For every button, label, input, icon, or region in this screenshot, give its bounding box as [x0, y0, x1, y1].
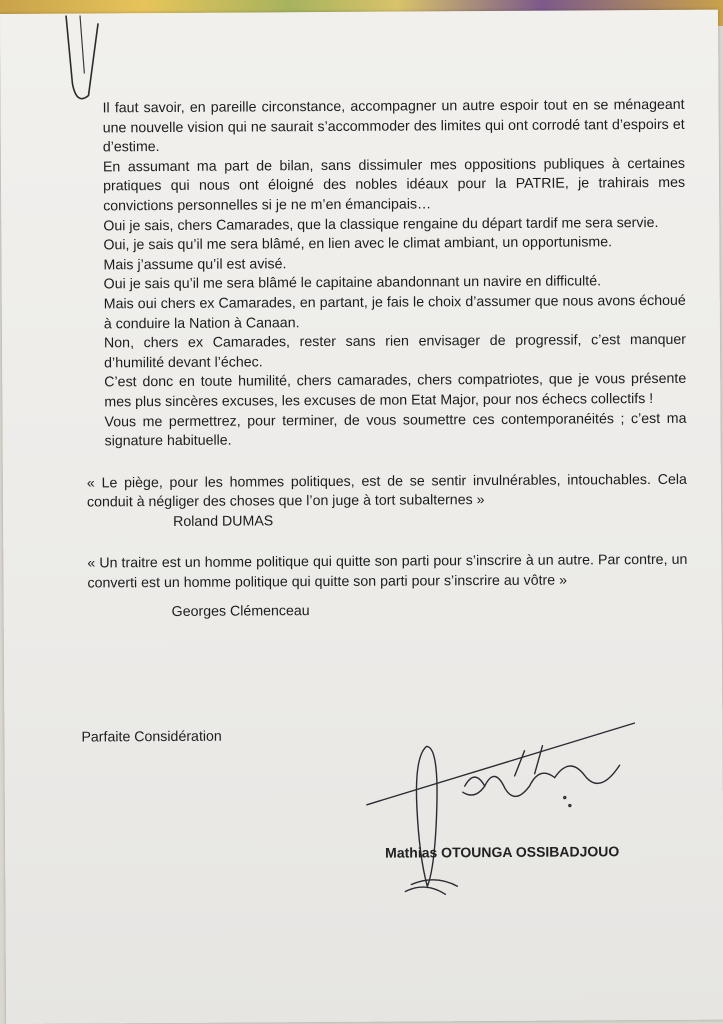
letter-body	[86, 96, 688, 623]
paragraph-7: Mais oui chers ex Camarades, en partant, je fais le choix d’assumer que nous avons échoué à conduire la Nation à Canaan.	[103, 292, 686, 332]
paper-clip-icon	[58, 13, 105, 113]
signer-name: Mathias OTOUNGA OSSIBADJOUO	[385, 843, 620, 861]
paragraph-5: Mais j’assume qu’il est avisé.	[103, 256, 287, 274]
paragraph-4: Oui, je sais qu’il me sera blâmé, en lien avec le climat ambiant, un opportunisme.	[103, 234, 613, 254]
letter-page	[0, 10, 723, 1024]
paragraph-1: Il faut savoir, en pareille circonstance, accompagner un autre espoir tout en se ménageant une nouvelle vision qui ne saurait s’accommoder des limites qui ont corrodé tant d’espoirs et d’estime.	[102, 96, 685, 156]
paragraph-9: C’est donc en toute humilité, chers camarades, chers compatriotes, que je vous présente mes plus sincères excuses, les excuses de mon Etat Major, pour nos échecs collectifs !	[104, 371, 687, 411]
quote-clemenceau	[87, 551, 687, 622]
paragraph-10: Vous me permettrez, pour terminer, de vous soumettre ces contemporanéités ; c’est ma signature habituelle.	[104, 410, 687, 450]
paragraph-6: Oui je sais qu’il me sera blâmé le capitaine abandonnant un navire en difficulté.	[103, 273, 602, 293]
paragraph-2: En assumant ma part de bilan, sans dissimuler mes oppositions publiques à certaines pratiques qui nous ont éloigné des nobles idéaux pour la PATRIE, je trahirais mes convictions personnelles si je ne m’en émancipais…	[102, 155, 686, 215]
quote-author: Georges Clémenceau	[171, 602, 310, 620]
quote-text: « Un traitre est un homme politique qui quitte son parti pour s’inscrire à un autre. Par contre, un converti est un homme politique qui quitte son parti pour s’inscrire au vôtre »	[87, 552, 688, 592]
paragraph-8: Non, chers ex Camarades, rester sans rien envisager de progressif, c’est manquer d’humilité devant l’échec.	[103, 331, 687, 372]
quote-dumas	[87, 471, 687, 533]
paragraph-3: Oui je sais, chers Camarades, que la classique rengaine du départ tardif me sera servie.	[103, 214, 659, 234]
closing-salutation: Parfaite Considération	[81, 728, 222, 746]
quote-author: Roland DUMAS	[173, 513, 274, 530]
handwritten-signature	[364, 715, 655, 912]
quote-text: « Le piège, pour les hommes politiques, est de se sentir invulnérables, intouchables. Cela conduit à négliger des choses que l’on juge à tort subalternes »	[86, 471, 687, 511]
